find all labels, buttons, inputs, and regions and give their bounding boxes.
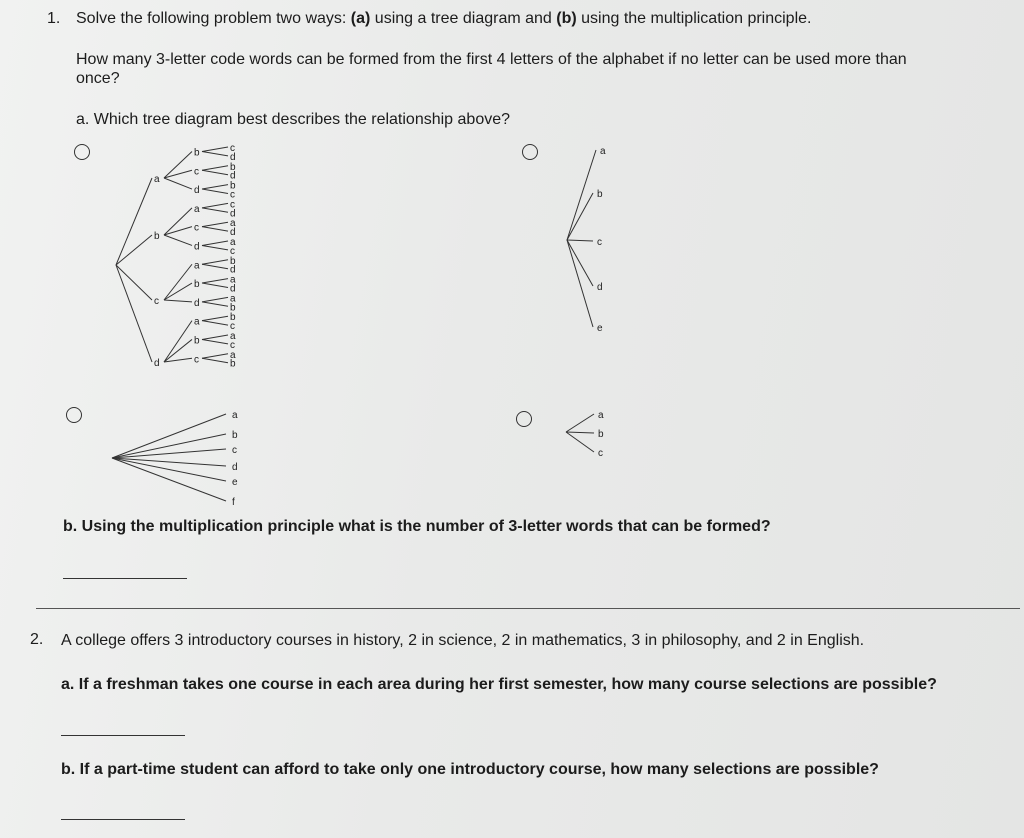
tree1-node-level3: c [230, 199, 235, 211]
problem-2-number: 2. [30, 631, 44, 648]
tree1-node-level2: d [194, 185, 200, 197]
tree1-node-level3: d [230, 208, 236, 220]
tree4-branch [566, 432, 594, 433]
tree1-node-level2: a [194, 260, 200, 272]
answer-blank-2b[interactable] [61, 819, 185, 820]
section-divider [36, 608, 1020, 609]
tree1-node-level3: c [230, 189, 235, 201]
tree2-leaf: b [597, 189, 603, 200]
title-suffix: using the multiplication principle. [576, 10, 812, 27]
title-mid: using a tree diagram and [370, 10, 557, 27]
problem-1-number: 1. [47, 10, 61, 27]
tree1-node-level1: b [154, 231, 160, 242]
tree1-node-level2: a [194, 203, 200, 215]
answer-blank-2a[interactable] [61, 735, 185, 736]
tree1-node-level3: d [230, 227, 236, 239]
tree1-node-level2: a [194, 316, 200, 328]
tree1-node-level2: d [194, 297, 200, 309]
tree1-node-level3: a [230, 218, 236, 230]
tree1-node-level1: d [154, 358, 160, 369]
problem-1-question-line2: once? [76, 70, 120, 87]
tree1-node-level3: b [230, 255, 236, 267]
tree2-leaf: c [597, 237, 602, 248]
tree1-node-level2: b [194, 335, 200, 347]
problem-2-part-a: a. If a freshman takes one course in each area during her first semester, how many course selections are possible? [61, 676, 937, 693]
tree1-node-level3: a [230, 331, 236, 342]
tree1-node-level3: c [230, 143, 235, 154]
tree1-node-level3: b [230, 161, 236, 173]
tree1-node-level3: c [230, 339, 235, 351]
tree1-node-level3: b [230, 312, 236, 324]
tree1-node-level2: c [194, 354, 199, 366]
tree1-node-level2: c [194, 222, 199, 234]
tree4-leaf: b [598, 429, 604, 440]
tree3-leaf: b [232, 430, 238, 441]
tree1-node-level3: c [230, 245, 235, 257]
tree1-node-level3: a [230, 274, 236, 286]
problem-2-part-b: b. If a part-time student can afford to take only one introductory course, how many selections are possible? [61, 761, 879, 778]
tree4-branch [566, 432, 594, 452]
tree1-node-level3: b [230, 180, 236, 192]
tree4-branch [566, 414, 594, 432]
tree4-leaf: c [598, 448, 603, 459]
tree1-node-level3: d [230, 283, 236, 295]
tree1-node-level1: a [154, 174, 160, 185]
tree3-leaf: d [232, 462, 238, 473]
tree1-node-level3: a [230, 349, 236, 361]
tree2-leaf: d [597, 282, 603, 293]
tree1-node-level2: b [194, 279, 200, 291]
tree1-node-level3: d [230, 170, 236, 182]
problem-1-question-line1: How many 3-letter code words can be formed from the first 4 letters of the alphabet if no letter can be used more than [76, 51, 907, 68]
tree1-node-level3: d [230, 264, 236, 276]
problem-1-part-b: b. Using the multiplication principle what is the number of 3-letter words that can be formed? [63, 518, 771, 535]
tree3-leaf: f [232, 497, 235, 508]
tree2-leaf: e [597, 323, 603, 334]
tree3-leaf: e [232, 477, 238, 488]
tree2-leaf: a [600, 146, 606, 157]
tree1-node-level2: d [194, 241, 200, 253]
tree4-leaf: a [598, 410, 604, 421]
title-prefix: Solve the following problem two ways: [76, 10, 351, 27]
tree1-node-level3: b [230, 358, 236, 370]
tree1-node-level2: b [194, 147, 200, 159]
tree1-node-level3: c [230, 321, 235, 333]
title-a: (a) [350, 10, 371, 27]
tree1-node-level3: a [230, 237, 236, 248]
problem-2-intro: A college offers 3 introductory courses in history, 2 in science, 2 in mathematics, 3 in philosophy, and 2 in English. [61, 632, 865, 649]
tree3-leaf: a [232, 410, 238, 421]
tree1-node-level3: d [230, 151, 236, 163]
tree1-node-level3: a [230, 293, 236, 305]
tree1-node-level3: b [230, 302, 236, 314]
tree3-leaf: c [232, 445, 237, 456]
problem-1-part-a: a. Which tree diagram best describes the relationship above? [76, 111, 511, 128]
answer-blank-1b[interactable] [63, 578, 187, 579]
title-b: (b) [556, 10, 577, 27]
tree1-node-level2: c [194, 166, 199, 178]
tree1-node-level1: c [154, 296, 159, 307]
